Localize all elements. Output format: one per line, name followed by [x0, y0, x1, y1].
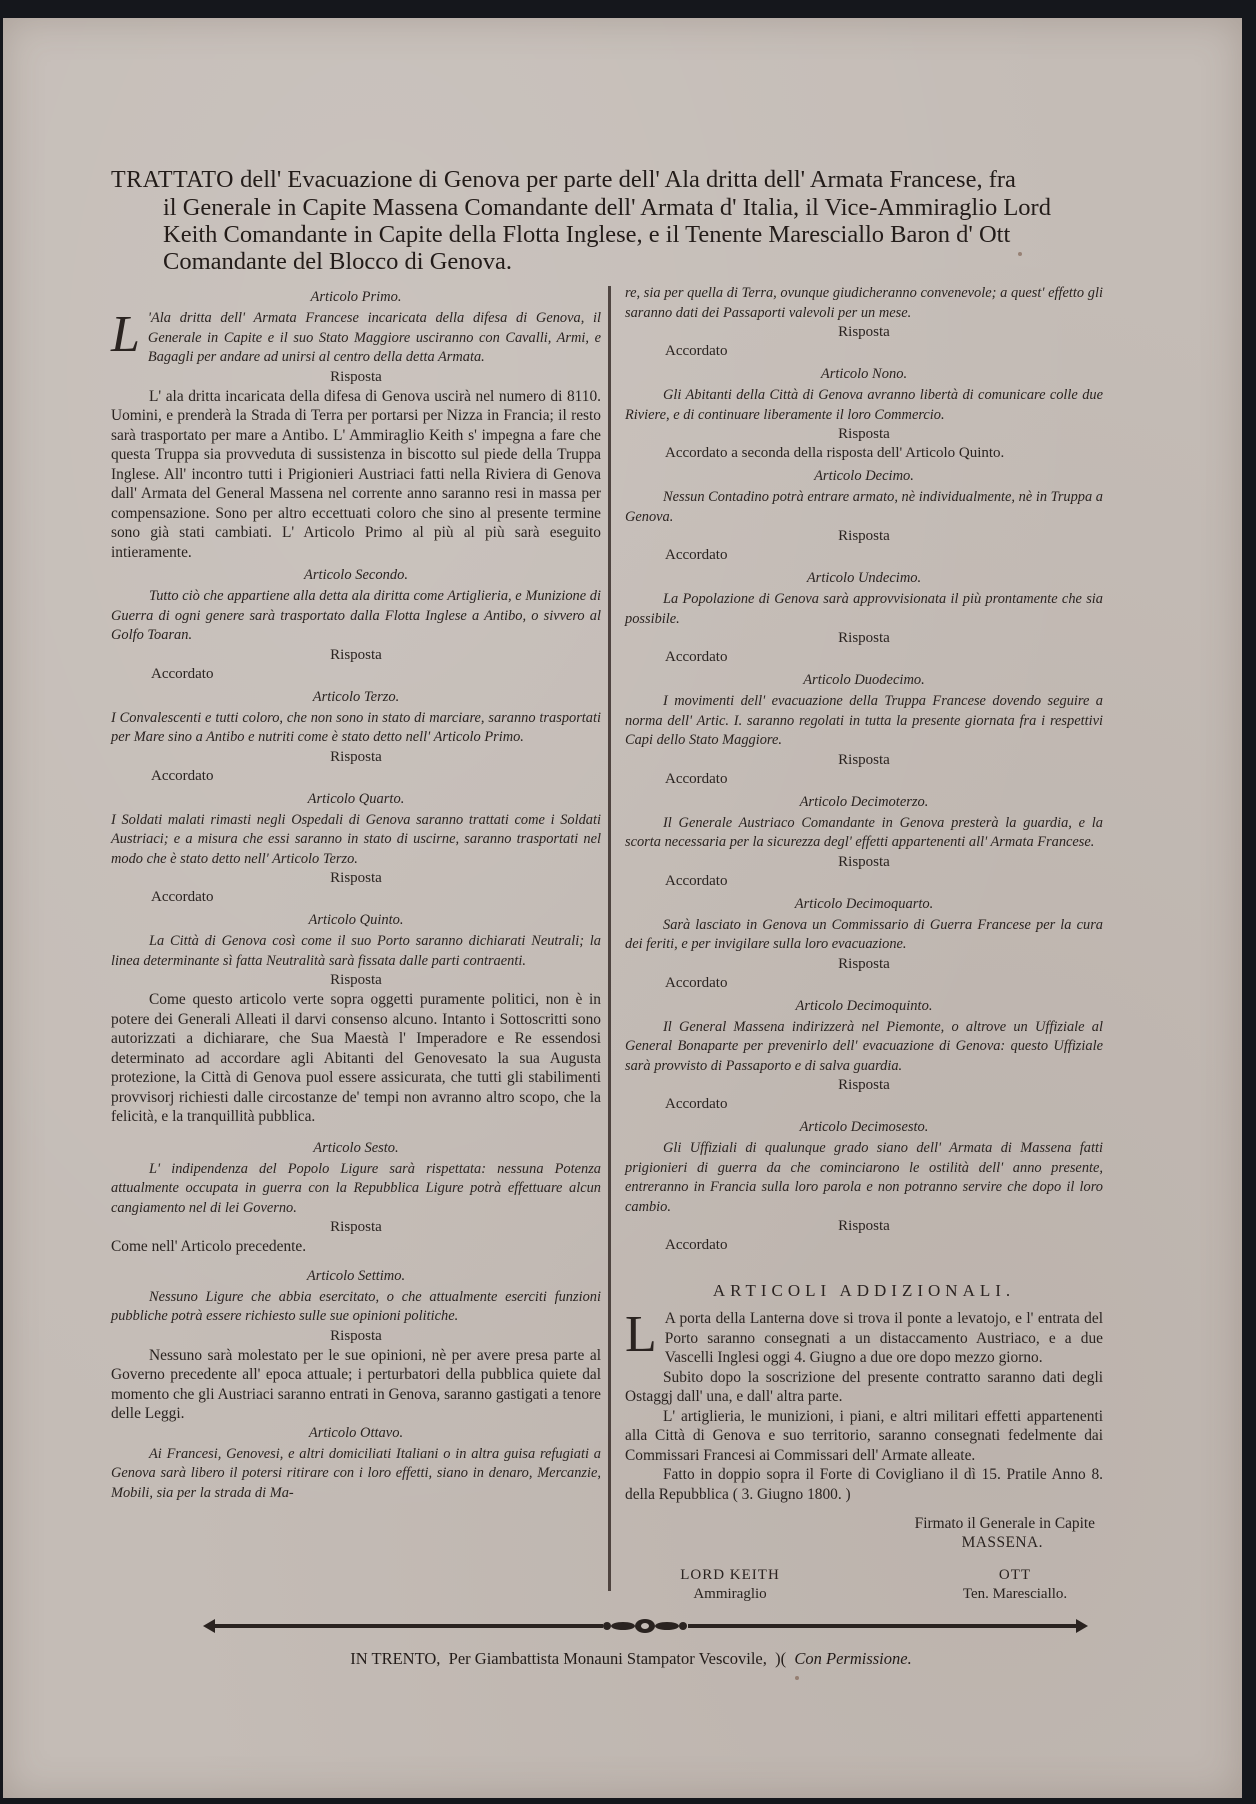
article-11-text: La Popolazione di Genova sarà approvvisionata il più prontamente che sia possibile. [625, 591, 1103, 627]
accordato-label: Accordato [151, 665, 214, 682]
risposta-label: Risposta [838, 1077, 890, 1093]
title-line-3: Keith Comandante in Capite della Flotta Inglese, e il Tenente Maresciallo Baron d' Ott [163, 221, 1011, 248]
additional-article-3: L' artiglieria, le munizioni, i piani, e altri militari effetti appartenenti alla Città di Genova e suo territorio, saranno consegnati fedelmente dai Commissari Francesi ai Commissari dell' Armate alleate. [625, 1407, 1103, 1464]
paper-stain [795, 1676, 799, 1680]
risposta-label: Risposta [838, 955, 890, 972]
article-13-heading: Articolo Decimoterzo. [799, 793, 929, 810]
risposta-label: Risposta [838, 853, 890, 870]
signature-keith: LORD KEITH Ammiraglio [680, 1567, 780, 1602]
article-12-text: I movimenti dell' evacuazione della Truppa Francese dovendo seguire a norma dell' Artic. I. saranno regolati in tutta la presente giornata fra i respettivi Capi dello Stato Maggiore. [625, 693, 1103, 748]
additional-article-1: L A porta della Lanterna dove si trova il ponte a levatojo, e l' entrata del Porto saranno consegnati a un distaccamento Austriaco, e a due Vascelli Inglesi oggi 4. Giugno a due ore dopo mezzo giorno. [625, 1306, 1103, 1366]
signature-ott: OTT Ten. Maresciallo. [962, 1567, 1068, 1602]
drop-cap: L [111, 306, 140, 363]
risposta-label: Risposta [330, 646, 382, 663]
accordato-label: Accordato [665, 1237, 728, 1253]
document-title [111, 166, 1111, 275]
article-5-response: Come questo articolo verte sopra oggetti puramente politici, non è in potere dei Generali Alleati il darvi consenso alcuno. Intanto i Sottoscritti sono autorizzati a dichiarare, che Sua Maestà l' Imperadore e Re essendosi determinato ad accordare agli Abitanti del Genovesato la sua Augusta protezione, la Città di Genova puol essere assicurata, che tutti gli stabilimenti provvisorj richiesti dalle circostanze de' tempi non avranno altro scopo, che la felicità, e la tranquillità pubblica. [111, 991, 601, 1125]
article-2-heading: Articolo Secondo. [304, 567, 408, 583]
title-line-2: il Generale in Capite Massena Comandante dell' Armata d' Italia, il Vice-Ammiraglio Lord [163, 194, 1051, 221]
risposta-label: Risposta [838, 1218, 890, 1234]
accordato-label: Accordato [151, 767, 214, 784]
risposta-label: Risposta [838, 630, 890, 646]
article-12-heading: Articolo Duodecimo. [803, 672, 925, 688]
article-8-continued: re, sia per quella di Terra, ovunque giudicheranno convenevole; a quest' effetto gli saranno dati dei Passaporti valevoli per un mese. [625, 285, 1103, 321]
article-15-text: Il General Massena indirizzerà nel Piemonte, o altrove un Uffiziale al General Bonaparte per prevenirlo dell' evacuazione di Genova: questo Uffiziale sarà provvisto di Passaporto e di salva guardia. [625, 1018, 1103, 1074]
accordato-label: Accordato [665, 649, 728, 665]
imprint [3, 1649, 1256, 1669]
accordato-label: Accordato [665, 974, 728, 991]
accordato-label: Accordato [665, 343, 728, 359]
risposta-label: Risposta [330, 748, 382, 765]
article-16-heading: Articolo Decimosesto. [799, 1119, 929, 1135]
accordato-label: Accordato [665, 1096, 728, 1112]
risposta-label: Risposta [838, 751, 890, 768]
article-10-heading: Articolo Decimo. [814, 468, 914, 484]
signed-by-line: Firmato il Generale in Capite [914, 1515, 1095, 1532]
article-3-text: I Convalescenti e tutti coloro, che non sono in stato di marciare, saranno trasportati per Mare sino a Antibo e nutriti come è stato detto nell' Articolo Primo. [111, 709, 601, 745]
article-9-text: Gli Abitanti della Città di Genova avranno libertà di comunicare colle due Riviere, e di continuare liberamente il loro Commercio. [625, 387, 1103, 423]
article-9-response: Accordato a seconda della risposta dell' Articolo Quinto. [665, 445, 1005, 461]
additional-article-2: Subito dopo la soscrizione del presente contratto saranno dati degli Ostaggj dall' una, e dall' altra parte. [625, 1368, 1103, 1405]
article-2-text: Tutto ciò che appartiene alla detta ala diritta come Artiglieria, e Munizione di Guerra di ogni genere sarà trasportato dalla Flotta Inglese a Antibo, o sivvero al Golfo Toaran. [111, 588, 601, 643]
risposta-label: Risposta [330, 1327, 382, 1344]
article-11-heading: Articolo Undecimo. [806, 570, 922, 586]
article-1-heading: Articolo Primo. [310, 289, 402, 305]
right-column [625, 284, 1103, 1626]
risposta-label: Risposta [330, 368, 382, 385]
accordato-label: Accordato [665, 770, 728, 787]
risposta-label: Risposta [330, 1219, 382, 1235]
article-10-text: Nessun Contadino potrà entrare armato, nè individualmente, nè in Truppa a Genova. [625, 489, 1103, 525]
imprint-city: IN TRENTO, [350, 1649, 441, 1668]
imprint-printer: Per Giambattista Monauni Stampator Vescovile, [448, 1649, 767, 1668]
risposta-label: Risposta [330, 870, 382, 886]
article-6-heading: Articolo Sesto. [313, 1139, 399, 1156]
risposta-label: Risposta [330, 972, 382, 988]
title-line-1: dell' Evacuazione di Genova per parte dell' Ala dritta dell' Armata Francese, fra [240, 166, 1016, 193]
article-7-text: Nessuno Ligure che abbia esercitato, o che attualmente eserciti funzioni pubbliche potrà essere richiesto sulle sue opinioni politiche. [111, 1288, 601, 1324]
article-4-text: I Soldati malati rimasti negli Ospedali di Genova saranno trattati come i Soldati Austriaci; e a misura che essi saranno in stato di uscirne, saranno trasportati nel modo che è stato detto nell' Articolo Terzo. [111, 811, 601, 867]
article-1-response: L' ala dritta incaricata della difesa di Genova uscirà nel numero di 8110. Uomini, e prenderà la Strada di Terra per portarsi per Nizza in Francia; il resto sarà trasportato per mare a Antibo. L' Ammiraglio Keith s' impegna a fare che questa Truppa sia provveduta di sussistenza in biscotto sul piede della Truppa Inglese. All' incontro tutti i Prigionieri Austriaci fatti nella Riviera di Genova dall' Armata del General Massena nel corrente anno saranno resi in massa per compensazione. Sono per altro eccettuati coloro che sino al presente termine sono già stati cambiati. L' Articolo Primo al più al più sarà eseguito intieramente. [111, 387, 601, 561]
imprint-permission: Con Permissione. [794, 1649, 912, 1668]
article-3-heading: Articolo Terzo. [312, 688, 400, 705]
article-1-text: L 'Ala dritta dell' Armata Francese incaricata della difesa di Genova, il Generale in Capite e il suo Stato Maggiore usciranno con Cavalli, Armi, e Bagagli per andare ad unirsi al centro della detta Armata. [111, 306, 601, 365]
imprint-separator: )( [775, 1649, 787, 1668]
article-6-response: Come nell' Articolo precedente. [111, 1238, 307, 1255]
article-9-heading: Articolo Nono. [820, 366, 908, 382]
accordato-label: Accordato [665, 547, 728, 563]
article-5-text: La Città di Genova così come il suo Porto saranno dichiarati Neutrali; la linea determinante sì fatta Neutralità sarà fissata dalle parti contraenti. [111, 933, 601, 969]
paper-stain [1018, 252, 1022, 256]
article-8-heading: Articolo Ottavo. [308, 1424, 404, 1441]
signing-date: Fatto in doppio sopra il Forte di Covigliano il dì 15. Pratile Anno 8. della Repubblica ( 3. Giugno 1800. ) [625, 1466, 1103, 1503]
article-4-heading: Articolo Quarto. [307, 790, 405, 807]
ornament-rule [203, 1616, 1088, 1636]
risposta-label: Risposta [838, 426, 890, 442]
article-14-text: Sarà lasciato in Genova un Commissario di Guerra Francese per la cura dei feriti, e per invigilare sulla loro evacuazione. [625, 916, 1103, 952]
article-6-text: L' indipendenza del Popolo Ligure sarà rispettata: nessuna Potenza attualmente occupata in guerra con la Repubblica Ligure potrà effettuare alcun cangiamento nel di lei Governo. [111, 1160, 601, 1216]
article-8-text: Ai Francesi, Genovesi, e altri domiciliati Italiani o in altra guisa refugiati a Genova sarà libero il potersi ritirare con i loro effetti, siano in denaro, Mercanzie, Mobili, sia per la strada di Ma- [111, 1445, 601, 1501]
article-15-heading: Articolo Decimoquinto. [795, 997, 933, 1014]
accordato-label: Accordato [665, 872, 728, 889]
drop-cap: L [625, 1306, 657, 1363]
article-14-heading: Articolo Decimoquarto. [794, 895, 934, 912]
document-sheet [3, 18, 1242, 1798]
risposta-label: Risposta [838, 528, 890, 544]
article-13-text: Il Generale Austriaco Comandante in Genova presterà la guardia, e la scorta necessaria per la sicurezza degl' effetti appartenenti all' Armata Francese. [625, 814, 1103, 850]
accordato-label: Accordato [151, 889, 214, 905]
risposta-label: Risposta [838, 324, 890, 340]
article-7-heading: Articolo Settimo. [306, 1267, 406, 1284]
column-divider [608, 286, 611, 1591]
article-7-response: Nessuno sarà molestato per le sue opinioni, nè per avere presa parte al Governo precedente all' epoca attuale; i perturbatori della pubblica quiete dal momento che gli Austriaci saranno entrati in Genova, saranno gastigati a tenore delle Leggi. [111, 1346, 601, 1422]
title-line-4: Comandante del Blocco di Genova. [163, 248, 513, 275]
additional-articles-heading: ARTICOLI ADDIZIONALI. [712, 1281, 1016, 1300]
signature-massena: MASSENA. [961, 1534, 1043, 1551]
article-16-text: Gli Uffiziali di qualunque grado siano dell' Armata di Massena fatti prigionieri di guerra da che cominciarono le ostilità dell' anno presente, entreranno in Francia sulla loro parola e non potranno servire che dopo il loro cambio. [625, 1140, 1103, 1215]
left-column [111, 284, 601, 1503]
article-5-heading: Articolo Quinto. [308, 912, 404, 928]
title-word: TRATTATO [111, 167, 234, 193]
